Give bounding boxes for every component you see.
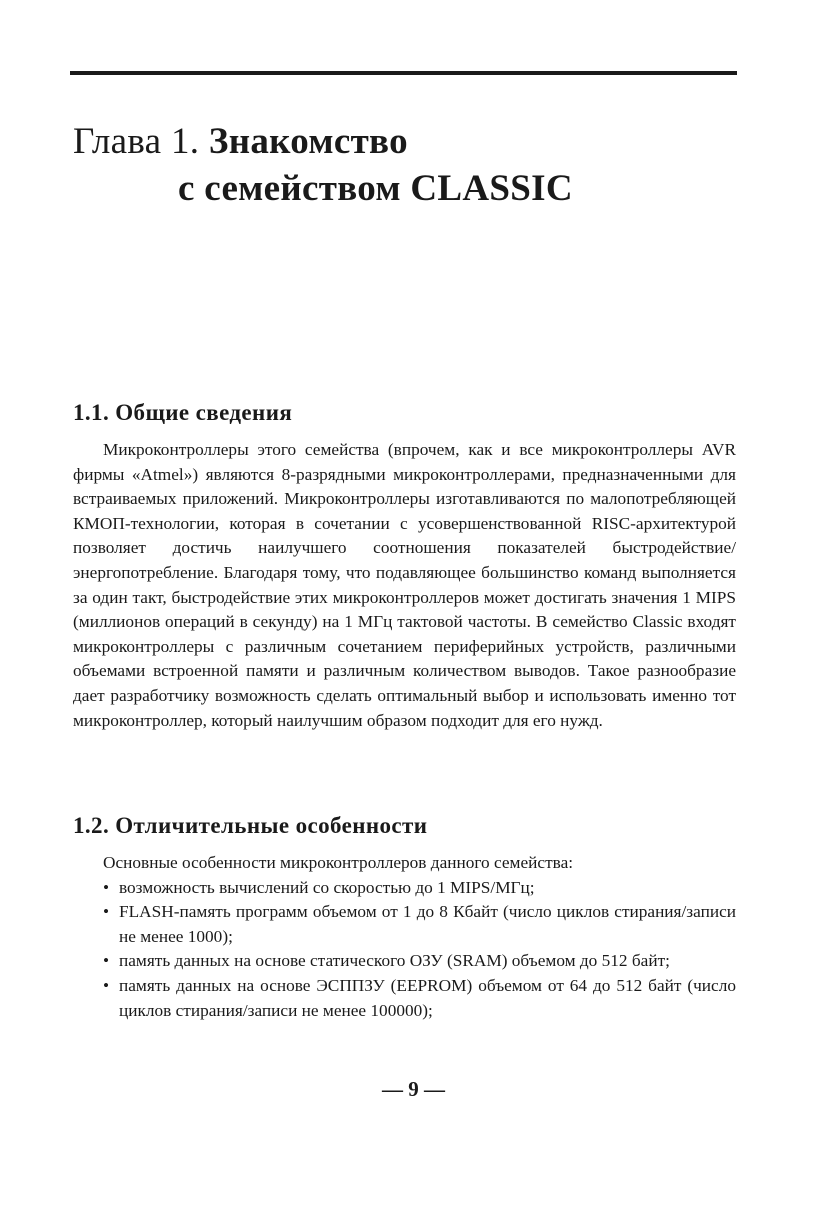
chapter-title xyxy=(73,118,753,212)
page-number: — 9 — xyxy=(382,1077,445,1101)
list-item-text: возможность вычислений со скоростью до 1 MIPS/МГц; xyxy=(119,877,535,897)
list-item xyxy=(73,900,736,949)
features-intro: Основные особенности микроконтроллеров данного семейства: xyxy=(103,853,574,872)
chapter-prefix: Глава 1. xyxy=(73,121,200,162)
section-features xyxy=(73,811,736,1023)
bullet-icon: • xyxy=(103,877,110,897)
features-list xyxy=(73,876,736,1024)
chapter-title-line2: с семейством CLASSIC xyxy=(178,168,573,209)
bullet-icon: • xyxy=(103,902,110,922)
bullet-icon: • xyxy=(103,951,110,971)
list-item xyxy=(73,876,736,901)
list-item-text: память данных на основе ЭСППЗУ (EEPROM) объемом от 64 до 512 байт (число циклов стирания/записи не менее 100000); xyxy=(119,975,736,1020)
list-item xyxy=(73,974,736,1023)
bullet-icon: • xyxy=(103,975,110,995)
list-item xyxy=(73,949,736,974)
section-heading: 1.1. Общие сведения xyxy=(73,400,293,425)
top-rule xyxy=(70,71,737,75)
chapter-title-line1: Знакомство xyxy=(208,121,408,162)
section-general-info xyxy=(73,398,736,733)
body-paragraph: Микроконтроллеры этого семейства (впрочем, как и все микроконтроллеры AVR фирмы «Atmel») являются 8-разрядными микроконтроллерами, предназначенными для встраиваемых приложений. Микроконтроллеры изготавливаются по малопотребляющей КМОП-технологии, которая в сочетании с усовершенствованной RISC-архитектурой позволяет достичь наилучшего соотношения показателей быстродействие/энергопотребление. Благодаря тому, что подавляющее большинство команд выполняется за один такт, быстродействие этих микроконтроллеров может достигать значения 1 MIPS (миллионов операций в секунду) на 1 МГц тактовой частоты. В семейство Classic входят микроконтроллеры с различным сочетанием периферийных устройств, различными объемами встроенной памяти и различным количеством выводов. Такое разнообразие дает разработчику возможность сделать оптимальный выбор и использовать именно тот микроконтроллер, который наилучшим образом подходит для его нужд. xyxy=(73,440,736,730)
section-heading: 1.2. Отличительные особенности xyxy=(73,813,428,838)
list-item-text: память данных на основе статического ОЗУ (SRAM) объемом до 512 байт; xyxy=(119,951,670,971)
list-item-text: FLASH-память программ объемом от 1 до 8 Кбайт (число циклов стирания/записи не менее 1000); xyxy=(119,902,736,946)
